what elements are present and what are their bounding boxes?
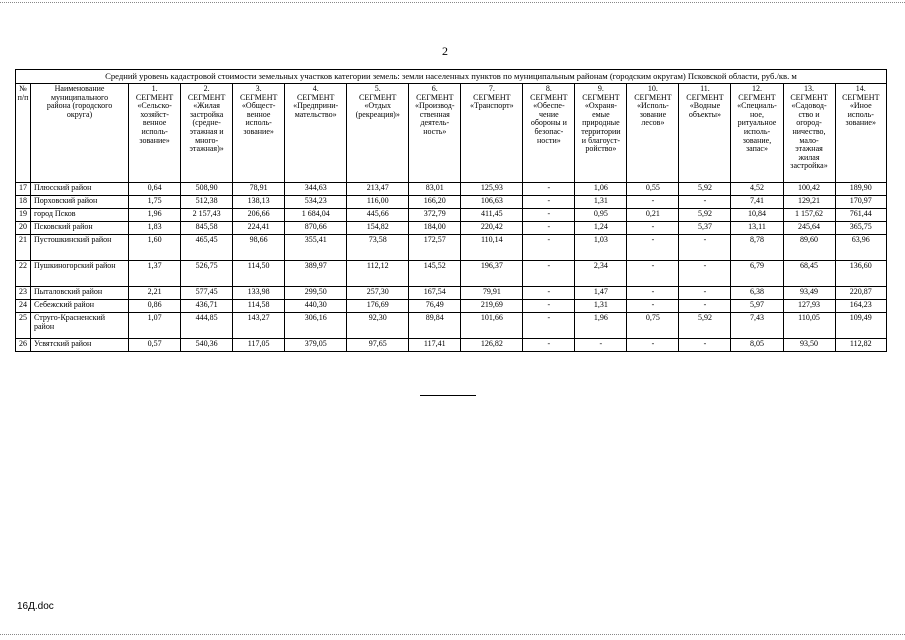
- segment-value: -: [575, 339, 627, 352]
- segment-value: -: [679, 196, 731, 209]
- segment-value: 1,96: [575, 313, 627, 339]
- segment-value: 0,55: [627, 183, 679, 196]
- table-row: [16, 222, 887, 235]
- segment-value: 10,84: [731, 209, 783, 222]
- segment-value: -: [523, 196, 575, 209]
- segment-value: 97,65: [347, 339, 409, 352]
- segment-value: 213,47: [347, 183, 409, 196]
- segment-value: 63,96: [835, 235, 886, 261]
- segment-value: 436,71: [181, 300, 233, 313]
- segment-value: 355,41: [285, 235, 347, 261]
- segment-value: 0,64: [129, 183, 181, 196]
- segment-value: 154,82: [347, 222, 409, 235]
- segment-value: 465,45: [181, 235, 233, 261]
- segment-value: 870,66: [285, 222, 347, 235]
- segment-value: 540,36: [181, 339, 233, 352]
- table-row: [16, 339, 887, 352]
- segment-value: 389,97: [285, 261, 347, 287]
- row-number: 19: [16, 209, 31, 222]
- cadastral-value-table: [15, 69, 887, 352]
- district-name: город Псков: [31, 209, 129, 222]
- segment-value: 219,69: [461, 300, 523, 313]
- table-row: [16, 183, 887, 196]
- segment-value: 1,96: [129, 209, 181, 222]
- end-separator-line: [420, 395, 476, 396]
- segment-value: 129,21: [783, 196, 835, 209]
- table-row: [16, 313, 887, 339]
- segment-value: 1,31: [575, 196, 627, 209]
- segment-value: 89,60: [783, 235, 835, 261]
- segment-value: -: [627, 196, 679, 209]
- scan-edge-top: [0, 2, 905, 3]
- segment-value: -: [679, 300, 731, 313]
- segment-value: -: [679, 339, 731, 352]
- segment-value: 189,90: [835, 183, 886, 196]
- segment-value: 7,41: [731, 196, 783, 209]
- segment-value: 206,66: [233, 209, 285, 222]
- segment-value: 127,93: [783, 300, 835, 313]
- segment-value: 1,47: [575, 287, 627, 300]
- header-segment-5: 5. СЕГМЕНТ «Отдых (рекреация)»: [347, 84, 409, 183]
- district-name: Пыталовский район: [31, 287, 129, 300]
- row-number: 26: [16, 339, 31, 352]
- segment-value: 166,20: [409, 196, 461, 209]
- table-row: [16, 209, 887, 222]
- district-name: Усвятский район: [31, 339, 129, 352]
- segment-value: 2 157,43: [181, 209, 233, 222]
- segment-value: 845,58: [181, 222, 233, 235]
- segment-value: 5,92: [679, 313, 731, 339]
- row-number: 23: [16, 287, 31, 300]
- segment-value: 6,79: [731, 261, 783, 287]
- segment-value: 224,41: [233, 222, 285, 235]
- segment-value: -: [523, 183, 575, 196]
- header-district: Наименование муниципального района (городского округа): [31, 84, 129, 183]
- table-row: [16, 261, 887, 287]
- segment-value: -: [523, 339, 575, 352]
- segment-value: -: [627, 222, 679, 235]
- row-number: 17: [16, 183, 31, 196]
- header-segment-14: 14. СЕГМЕНТ «Иное исполь- зование»: [835, 84, 886, 183]
- segment-value: 100,42: [783, 183, 835, 196]
- row-number: 25: [16, 313, 31, 339]
- header-segment-1: 1. СЕГМЕНТ «Сельско- хозяйст- венное исполь- зование»: [129, 84, 181, 183]
- segment-value: 411,45: [461, 209, 523, 222]
- header-segment-7: 7. СЕГМЕНТ «Транспорт»: [461, 84, 523, 183]
- segment-value: 116,00: [347, 196, 409, 209]
- district-name: Пушкиногорский район: [31, 261, 129, 287]
- segment-value: 1,31: [575, 300, 627, 313]
- segment-value: 143,27: [233, 313, 285, 339]
- segment-value: -: [627, 235, 679, 261]
- segment-value: 0,21: [627, 209, 679, 222]
- segment-value: -: [627, 300, 679, 313]
- scan-edge-bottom: [0, 634, 905, 635]
- segment-value: 5,97: [731, 300, 783, 313]
- segment-value: 89,84: [409, 313, 461, 339]
- header-segment-3: 3. СЕГМЕНТ «Общест- венное исполь- зование»: [233, 84, 285, 183]
- segment-value: 112,82: [835, 339, 886, 352]
- district-name: Псковский район: [31, 222, 129, 235]
- segment-value: 73,58: [347, 235, 409, 261]
- segment-value: -: [679, 287, 731, 300]
- segment-value: 5,92: [679, 209, 731, 222]
- segment-value: 245,64: [783, 222, 835, 235]
- segment-value: 0,95: [575, 209, 627, 222]
- segment-value: 365,75: [835, 222, 886, 235]
- header-segment-10: 10. СЕГМЕНТ «Исполь- зование лесов»: [627, 84, 679, 183]
- segment-value: 2,21: [129, 287, 181, 300]
- segment-value: -: [679, 235, 731, 261]
- header-segment-4: 4. СЕГМЕНТ «Предприни- мательство»: [285, 84, 347, 183]
- segment-value: 76,49: [409, 300, 461, 313]
- segment-value: 1,37: [129, 261, 181, 287]
- segment-value: 93,49: [783, 287, 835, 300]
- segment-value: 1,03: [575, 235, 627, 261]
- segment-value: 445,66: [347, 209, 409, 222]
- segment-value: -: [523, 261, 575, 287]
- segment-value: 1 684,04: [285, 209, 347, 222]
- segment-value: 176,69: [347, 300, 409, 313]
- segment-value: 0,57: [129, 339, 181, 352]
- segment-value: 133,98: [233, 287, 285, 300]
- segment-value: 344,63: [285, 183, 347, 196]
- district-name: Плюсский район: [31, 183, 129, 196]
- segment-value: 1,75: [129, 196, 181, 209]
- segment-value: 98,66: [233, 235, 285, 261]
- segment-value: 257,30: [347, 287, 409, 300]
- segment-value: 444,85: [181, 313, 233, 339]
- segment-value: 92,30: [347, 313, 409, 339]
- segment-value: 220,87: [835, 287, 886, 300]
- segment-value: 1 157,62: [783, 209, 835, 222]
- segment-value: 1,07: [129, 313, 181, 339]
- segment-value: 126,82: [461, 339, 523, 352]
- segment-value: 1,24: [575, 222, 627, 235]
- segment-value: -: [523, 222, 575, 235]
- header-segment-8: 8. СЕГМЕНТ «Обеспе- чение обороны и безопас- ности»: [523, 84, 575, 183]
- segment-value: 0,75: [627, 313, 679, 339]
- segment-value: 440,30: [285, 300, 347, 313]
- table-caption: Средний уровень кадастровой стоимости земельных участков категории земель: земли населенных пунктов по муниципальным районам (городским округам) Псковской области, руб./кв. м: [16, 70, 887, 84]
- segment-value: 196,37: [461, 261, 523, 287]
- segment-value: -: [523, 313, 575, 339]
- segment-value: -: [627, 339, 679, 352]
- segment-value: 125,93: [461, 183, 523, 196]
- segment-value: 106,63: [461, 196, 523, 209]
- segment-value: 83,01: [409, 183, 461, 196]
- segment-value: 93,50: [783, 339, 835, 352]
- segment-value: 167,54: [409, 287, 461, 300]
- segment-value: 109,49: [835, 313, 886, 339]
- segment-value: 184,00: [409, 222, 461, 235]
- header-segment-9: 9. СЕГМЕНТ «Охраня- емые природные территории и благоуст- ройство»: [575, 84, 627, 183]
- header-number: № п/п: [16, 84, 31, 183]
- segment-value: 5,92: [679, 183, 731, 196]
- header-segment-13: 13. СЕГМЕНТ «Садовод- ство и огород- ничество, мало- этажная жилая застройка»: [783, 84, 835, 183]
- table-header-row: [16, 84, 887, 183]
- segment-value: 117,05: [233, 339, 285, 352]
- segment-value: 577,45: [181, 287, 233, 300]
- page-number: 2: [442, 44, 448, 58]
- segment-value: 761,44: [835, 209, 886, 222]
- header-segment-12: 12. СЕГМЕНТ «Специаль- ное, ритуальное исполь- зование, запас»: [731, 84, 783, 183]
- table-row: [16, 300, 887, 313]
- segment-value: 2,34: [575, 261, 627, 287]
- table-row: [16, 287, 887, 300]
- row-number: 20: [16, 222, 31, 235]
- segment-value: 4,52: [731, 183, 783, 196]
- row-number: 22: [16, 261, 31, 287]
- segment-value: 8,05: [731, 339, 783, 352]
- segment-value: 379,05: [285, 339, 347, 352]
- segment-value: 79,91: [461, 287, 523, 300]
- segment-value: 1,06: [575, 183, 627, 196]
- segment-value: 512,38: [181, 196, 233, 209]
- district-name: Себежский район: [31, 300, 129, 313]
- segment-value: 7,43: [731, 313, 783, 339]
- segment-value: 145,52: [409, 261, 461, 287]
- segment-value: 0,86: [129, 300, 181, 313]
- segment-value: 110,14: [461, 235, 523, 261]
- table-body: [16, 183, 887, 352]
- segment-value: 526,75: [181, 261, 233, 287]
- header-segment-6: 6. СЕГМЕНТ «Производ- ственная деятель- ность»: [409, 84, 461, 183]
- segment-value: 164,23: [835, 300, 886, 313]
- segment-value: 1,60: [129, 235, 181, 261]
- district-name: Струго-Красненский район: [31, 313, 129, 339]
- district-name: Порховский район: [31, 196, 129, 209]
- segment-value: 8,78: [731, 235, 783, 261]
- segment-value: 1,83: [129, 222, 181, 235]
- segment-value: -: [523, 235, 575, 261]
- segment-value: 220,42: [461, 222, 523, 235]
- segment-value: 78,91: [233, 183, 285, 196]
- segment-value: 5,37: [679, 222, 731, 235]
- segment-value: -: [523, 300, 575, 313]
- segment-value: -: [627, 287, 679, 300]
- table-row: [16, 196, 887, 209]
- segment-value: 13,11: [731, 222, 783, 235]
- segment-value: -: [523, 287, 575, 300]
- segment-value: 117,41: [409, 339, 461, 352]
- segment-value: 138,13: [233, 196, 285, 209]
- file-name-footer: 16Д.doc: [17, 601, 54, 612]
- segment-value: 372,79: [409, 209, 461, 222]
- segment-value: 306,16: [285, 313, 347, 339]
- row-number: 24: [16, 300, 31, 313]
- segment-value: 68,45: [783, 261, 835, 287]
- segment-value: 508,90: [181, 183, 233, 196]
- segment-value: 6,38: [731, 287, 783, 300]
- segment-value: -: [627, 261, 679, 287]
- row-number: 18: [16, 196, 31, 209]
- segment-value: -: [679, 261, 731, 287]
- segment-value: 114,50: [233, 261, 285, 287]
- segment-value: 172,57: [409, 235, 461, 261]
- segment-value: 299,50: [285, 287, 347, 300]
- segment-value: 170,97: [835, 196, 886, 209]
- row-number: 21: [16, 235, 31, 261]
- segment-value: 114,58: [233, 300, 285, 313]
- district-name: Пустошкинский район: [31, 235, 129, 261]
- table-row: [16, 235, 887, 261]
- segment-value: 101,66: [461, 313, 523, 339]
- segment-value: 534,23: [285, 196, 347, 209]
- header-segment-11: 11. СЕГМЕНТ «Водные объекты»: [679, 84, 731, 183]
- segment-value: 112,12: [347, 261, 409, 287]
- segment-value: 136,60: [835, 261, 886, 287]
- segment-value: 110,05: [783, 313, 835, 339]
- header-segment-2: 2. СЕГМЕНТ «Жилая застройка (средне- этажная и много- этажная)»: [181, 84, 233, 183]
- segment-value: -: [523, 209, 575, 222]
